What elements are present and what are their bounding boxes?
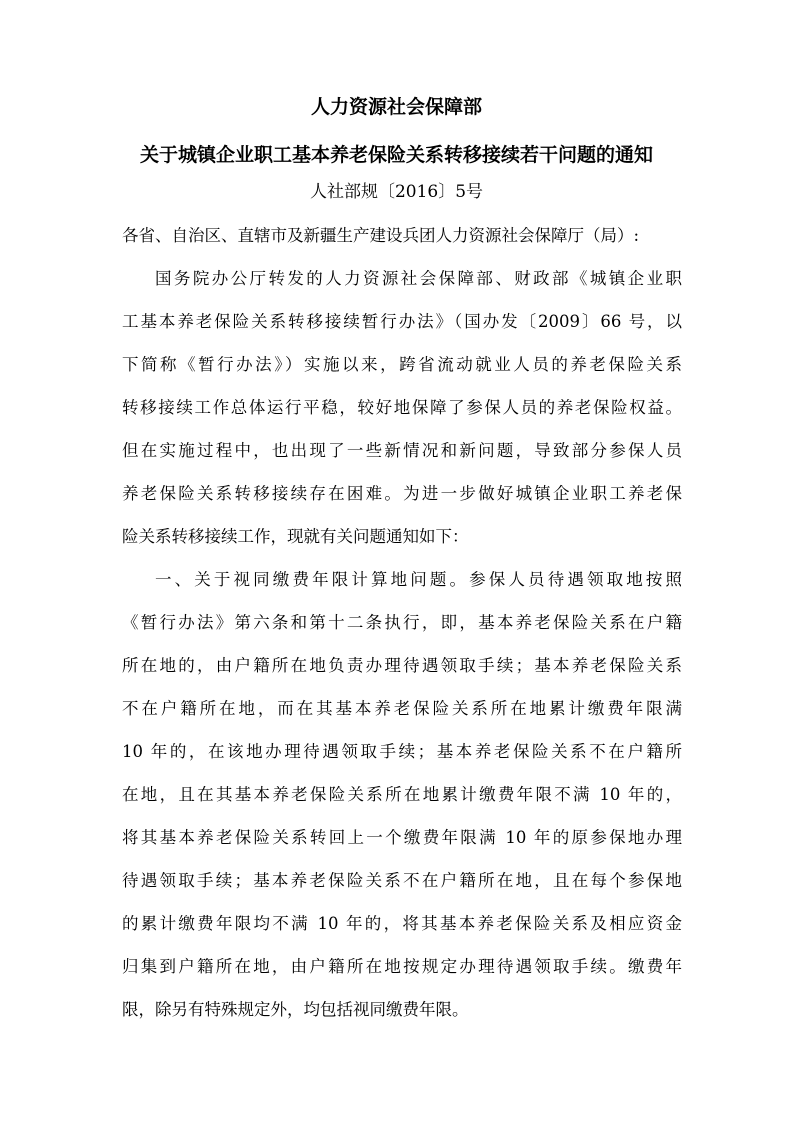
paragraph-line: 将其基本养老保险关系转回上一个缴费年限满 10 年的原参保地办理	[122, 828, 682, 847]
paragraph-line: 所在地的，由户籍所在地负责办理待遇领取手续；基本养老保险关系	[122, 656, 682, 675]
paragraph-line: 待遇领取手续；基本养老保险关系不在户籍所在地，且在每个参保地	[122, 871, 682, 890]
paragraph-line: 在地，且在其基本养老保险关系所在地累计缴费年限不满 10 年的，	[122, 785, 682, 804]
paragraph-line: 归集到户籍所在地，由户籍所在地按规定办理待遇领取手续。缴费年	[122, 957, 682, 976]
paragraph-line: 10 年的，在该地办理待遇领取手续；基本养老保险关系不在户籍所	[122, 742, 682, 761]
paragraph-line: 的累计缴费年限均不满 10 年的，将其基本养老保险关系及相应资金	[122, 914, 682, 933]
paragraph-line: 一、关于视同缴费年限计算地问题。参保人员待遇领取地按照	[155, 570, 682, 589]
document-number: 人社部规〔2016〕5号	[309, 182, 484, 202]
issuer-heading: 人力资源社会保障部	[310, 96, 482, 118]
paragraph-line: 险关系转移接续工作，现就有关问题通知如下：	[122, 527, 469, 546]
paragraph-line: 限，除另有特殊规定外，均包括视同缴费年限。	[122, 1000, 469, 1019]
paragraph-line: 下简称《暂行办法》）实施以来，跨省流动就业人员的养老保险关系	[122, 355, 682, 374]
paragraph-line: 国务院办公厅转发的人力资源社会保障部、财政部《城镇企业职	[155, 269, 682, 288]
salutation: 各省、自治区、直辖市及新疆生产建设兵团人力资源社会保障厅（局）:	[122, 226, 640, 245]
paragraph-line: 工基本养老保险关系转移接续暂行办法》（国办发〔2009〕66 号，以	[122, 312, 682, 331]
paragraph-line: 转移接续工作总体运行平稳，较好地保障了参保人员的养老保险权益。	[122, 398, 682, 417]
paragraph-line: 不在户籍所在地，而在其基本养老保险关系所在地累计缴费年限满	[122, 699, 682, 718]
paragraph-line: 但在实施过程中，也出现了一些新情况和新问题，导致部分参保人员	[122, 441, 682, 460]
paragraph-line: 《暂行办法》第六条和第十二条执行，即，基本养老保险关系在户籍	[122, 613, 682, 632]
paragraph-line: 养老保险关系转移接续存在困难。为进一步做好城镇企业职工养老保	[122, 484, 682, 503]
document-title: 关于城镇企业职工基本养老保险关系转移接续若干问题的通知	[139, 144, 653, 166]
